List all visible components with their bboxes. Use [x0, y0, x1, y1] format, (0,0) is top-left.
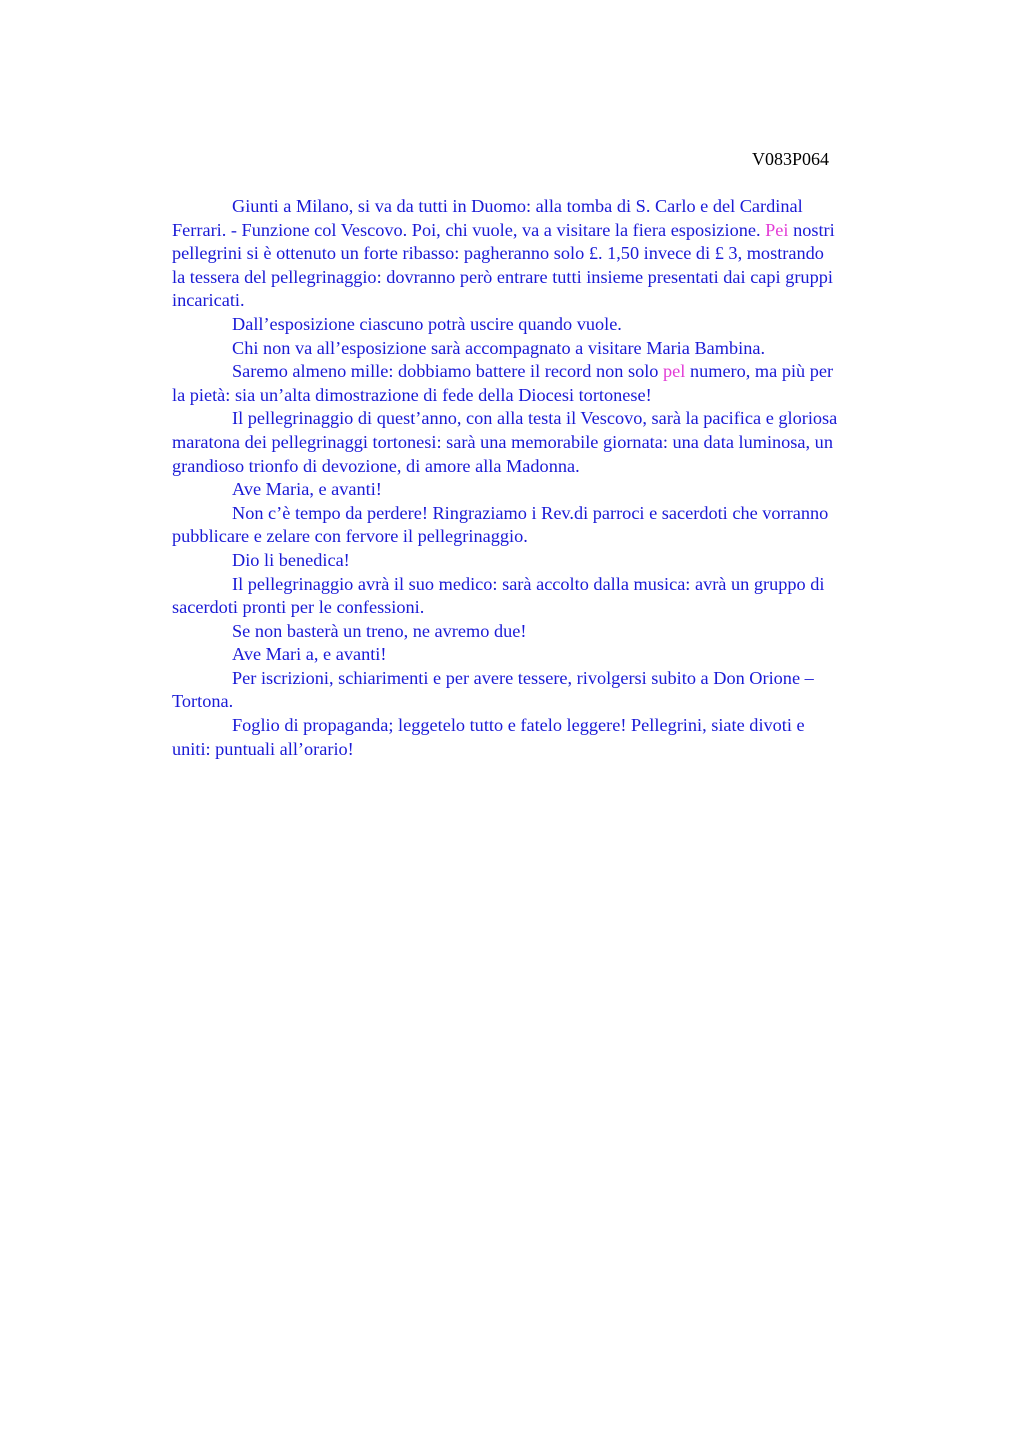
text-line: Il pellegrinaggio avrà il suo medico: sarà accolto dalla musica: avrà un gruppo di: [232, 573, 825, 594]
text-line: incaricati.: [172, 290, 245, 311]
text-line: uniti: puntuali all’orario!: [172, 738, 354, 759]
paragraph-3: [172, 337, 924, 361]
text-line: sacerdoti pronti per le confessioni.: [172, 597, 425, 618]
paragraph-11: [172, 643, 924, 667]
paragraph-4: [172, 360, 924, 407]
paragraph-7: [172, 502, 924, 549]
paragraph-2: [172, 313, 924, 337]
text-line: Non c’è tempo da perdere! Ringraziamo i Rev.di parroci e sacerdoti che vorranno: [232, 502, 829, 523]
text-line: Giunti a Milano, si va da tutti in Duomo: alla tomba di S. Carlo e del Cardinal: [232, 196, 803, 216]
text-line: la tessera del pellegrinaggio: dovranno però entrare tutti insieme presentati dai capi gruppi: [172, 266, 833, 287]
text-line: grandioso trionfo di devozione, di amore alla Madonna.: [172, 455, 580, 476]
text-line: Foglio di propaganda; leggetelo tutto e fatelo leggere! Pellegrini, siate divoti e: [232, 715, 805, 736]
text-line: [172, 360, 924, 384]
text-line: Ave Mari a, e avanti!: [232, 644, 387, 665]
paragraph-8: [172, 549, 924, 573]
text-line: Ave Maria, e avanti!: [232, 479, 382, 500]
paragraph-9: [172, 573, 924, 620]
paragraph-5: [172, 407, 924, 478]
paragraph-12: [172, 667, 924, 714]
highlighted-word: pel: [663, 361, 686, 382]
text-span: nostri: [788, 219, 835, 240]
text-line: Dio li benedica!: [232, 549, 350, 570]
text-line: Chi non va all’esposizione sarà accompagnato a visitare Maria Bambina.: [232, 337, 766, 358]
text-line: Dall’esposizione ciascuno potrà uscire quando vuole.: [232, 313, 622, 334]
text-span: Ferrari. - Funzione col Vescovo. Poi, chi vuole, va a visitare la fiera esposizione.: [172, 219, 766, 240]
text-line: Se non basterà un treno, ne avremo due!: [232, 620, 527, 641]
text-line: pellegrini si è ottenuto un forte ribasso: pagheranno solo £. 1,50 invece di £ 3, mostrando: [172, 243, 824, 264]
text-line: la pietà: sia un’alta dimostrazione di fede della Diocesi tortonese!: [172, 384, 652, 405]
page-code: V083P064: [752, 149, 830, 169]
highlighted-word: Pei: [765, 219, 789, 240]
text-span: Saremo almeno mille: dobbiamo battere il record non solo: [232, 361, 664, 382]
text-line: Tortona.: [172, 691, 234, 712]
text-line: Per iscrizioni, schiarimenti e per avere tessere, rivolgersi subito a Don Orione –: [232, 667, 814, 688]
paragraph-6: [172, 478, 924, 502]
paragraph-13: [172, 714, 924, 761]
text-span: numero, ma più per: [685, 361, 834, 382]
paragraph-10: [172, 620, 924, 644]
text-line: Il pellegrinaggio di quest’anno, con alla testa il Vescovo, sarà la pacifica e gloriosa: [232, 408, 838, 429]
document-body: [172, 195, 924, 761]
text-line: [172, 219, 924, 243]
text-line: pubblicare e zelare con fervore il pellegrinaggio.: [172, 526, 528, 547]
paragraph-1: [172, 195, 924, 313]
text-line: maratona dei pellegrinaggi tortonesi: sarà una memorabile giornata: una data luminosa, un: [172, 431, 833, 452]
